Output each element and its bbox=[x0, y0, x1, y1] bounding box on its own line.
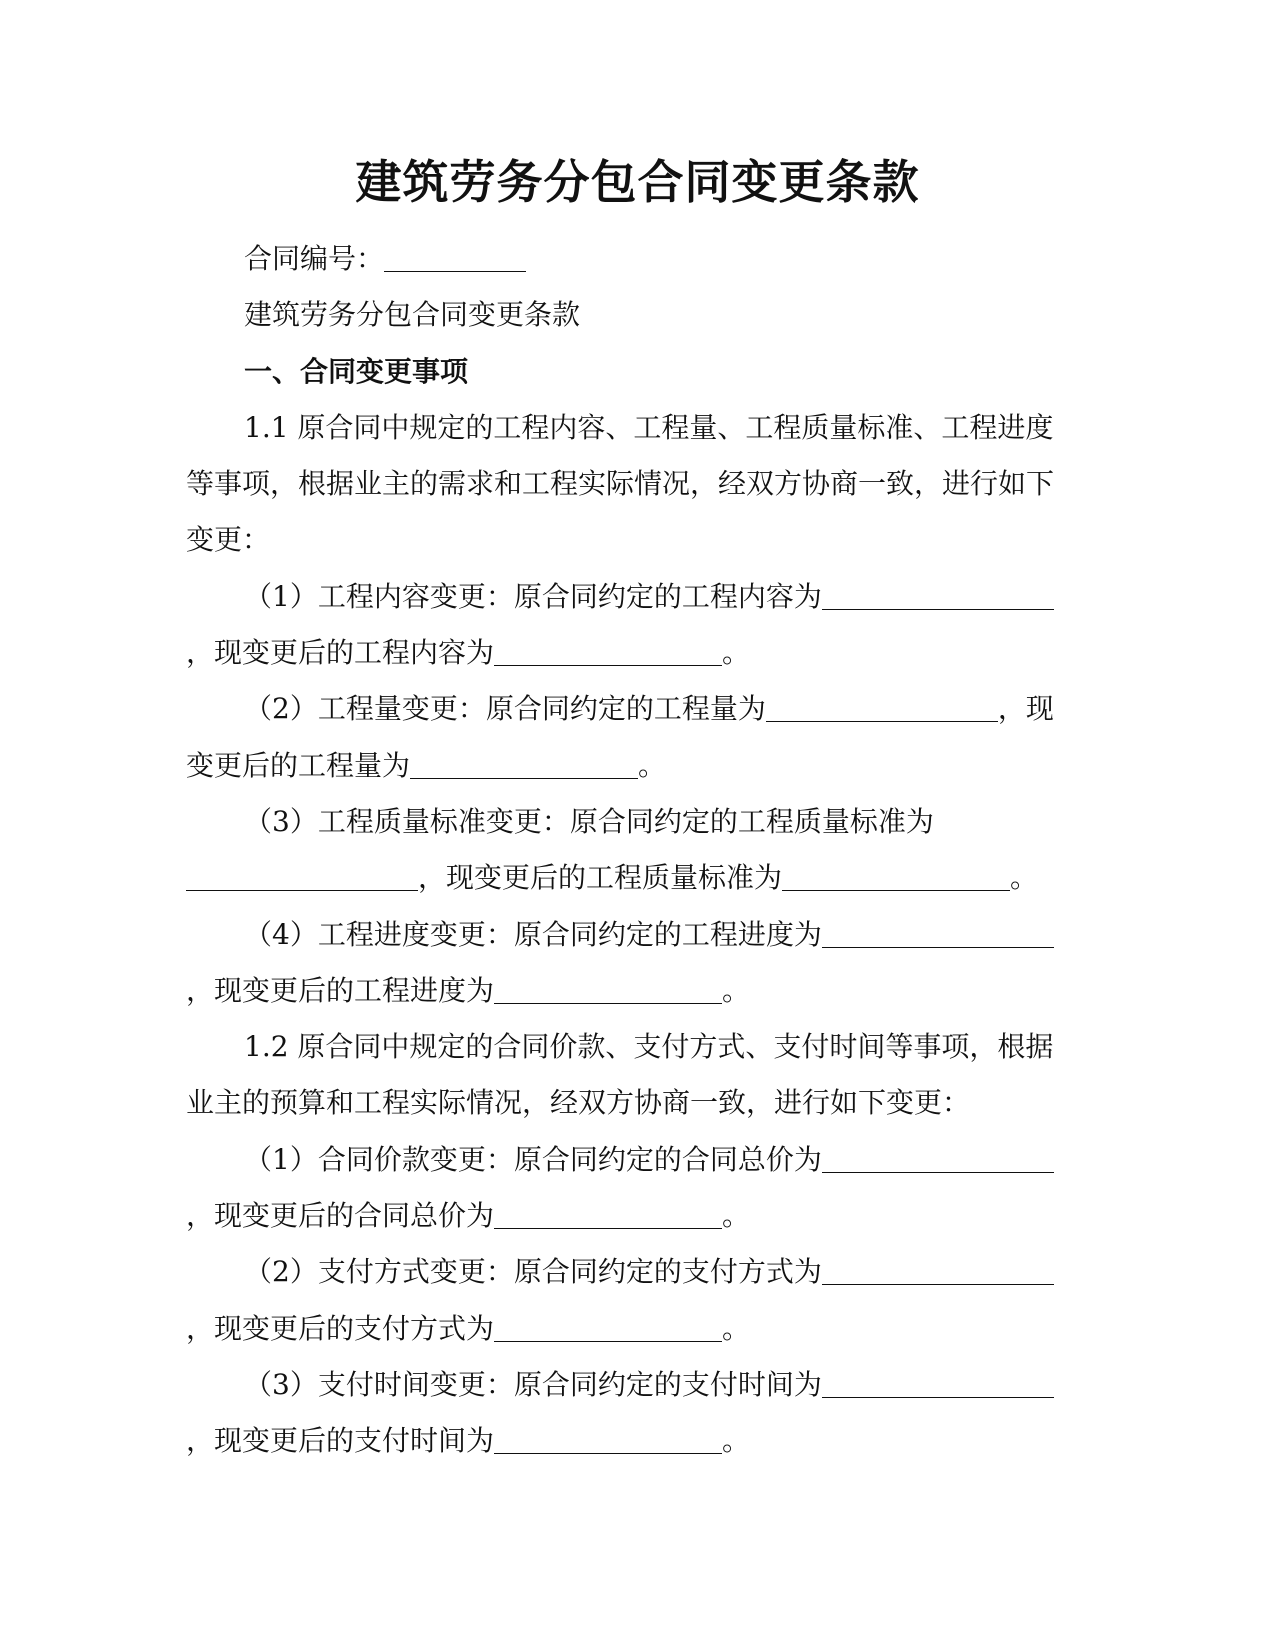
period: 。 bbox=[722, 1311, 751, 1345]
clause-item-contract-price bbox=[186, 1132, 1068, 1245]
item-text-b: ，现变更后的工程进度为 bbox=[186, 973, 495, 1007]
period: 。 bbox=[1010, 861, 1039, 895]
item-text-b: ，现变更后的工程内容为 bbox=[186, 636, 495, 670]
new-payment-method-blank[interactable] bbox=[494, 1313, 722, 1342]
item-text-a: （1）工程内容变更：原合同约定的工程内容为 bbox=[244, 579, 822, 613]
original-quantity-blank[interactable] bbox=[766, 693, 998, 722]
period: 。 bbox=[722, 636, 751, 670]
item-text-a: （1）合同价款变更：原合同约定的合同总价为 bbox=[244, 1142, 822, 1176]
item-text-b: ，现变更后的支付方式为 bbox=[186, 1311, 495, 1345]
original-price-blank[interactable] bbox=[822, 1144, 1054, 1173]
new-work-content-blank[interactable] bbox=[494, 637, 722, 666]
original-payment-method-blank[interactable] bbox=[822, 1256, 1054, 1285]
document-title: 建筑劳务分包合同变更条款 bbox=[355, 155, 920, 209]
period: 。 bbox=[638, 748, 667, 782]
new-schedule-blank[interactable] bbox=[494, 975, 722, 1004]
new-quality-blank[interactable] bbox=[782, 862, 1010, 891]
item-text-a: （2）工程量变更：原合同约定的工程量为 bbox=[244, 692, 766, 726]
original-payment-time-blank[interactable] bbox=[822, 1369, 1054, 1398]
clause-1-2: 1.2 原合同中规定的合同价款、支付方式、支付时间等事项，根据业主的预算和工程实际情况，经双方协商一致，进行如下变更： bbox=[186, 1030, 1054, 1120]
item-text-b: ，现变更后的支付时间为 bbox=[186, 1424, 495, 1458]
item-text-a: （3）支付时间变更：原合同约定的支付时间为 bbox=[244, 1367, 822, 1401]
item-text-a: （2）支付方式变更：原合同约定的支付方式为 bbox=[244, 1255, 822, 1289]
contract-number-blank[interactable] bbox=[384, 243, 526, 272]
clause-item-work-content bbox=[186, 569, 1068, 682]
clause-item-payment-method bbox=[186, 1244, 1068, 1357]
period: 。 bbox=[722, 973, 751, 1007]
new-payment-time-blank[interactable] bbox=[494, 1425, 722, 1454]
item-text-a: （4）工程进度变更：原合同约定的工程进度为 bbox=[244, 917, 822, 951]
clause-item-payment-time bbox=[186, 1357, 1068, 1470]
original-quality-blank[interactable] bbox=[186, 862, 418, 891]
clause-1-1: 1.1 原合同中规定的工程内容、工程量、工程质量标准、工程进度等事项，根据业主的需求和工程实际情况，经双方协商一致，进行如下变更： bbox=[186, 410, 1055, 557]
period: 。 bbox=[722, 1424, 751, 1458]
period: 。 bbox=[722, 1199, 751, 1233]
contract-number-label: 合同编号： bbox=[244, 242, 385, 275]
document-body bbox=[186, 231, 1068, 1470]
clause-item-quality-standard bbox=[186, 794, 1068, 907]
item-text-b: ，现变更后的合同总价为 bbox=[186, 1199, 495, 1233]
contract-number-line bbox=[186, 231, 1068, 287]
clause-item-schedule bbox=[186, 907, 1068, 1020]
item-text-a: （3）工程质量标准变更：原合同约定的工程质量标准为 bbox=[244, 804, 934, 838]
item-text-b: ，现变更后的工程量为 bbox=[186, 692, 1054, 782]
section-heading-1: 一、合同变更事项 bbox=[244, 354, 469, 388]
original-schedule-blank[interactable] bbox=[822, 919, 1054, 948]
new-price-blank[interactable] bbox=[494, 1200, 722, 1229]
new-quantity-blank[interactable] bbox=[410, 750, 638, 779]
clause-item-work-quantity bbox=[186, 681, 1068, 794]
original-work-content-blank[interactable] bbox=[822, 581, 1054, 610]
item-text-b: ，现变更后的工程质量标准为 bbox=[418, 861, 783, 895]
document-subtitle: 建筑劳务分包合同变更条款 bbox=[244, 298, 581, 332]
